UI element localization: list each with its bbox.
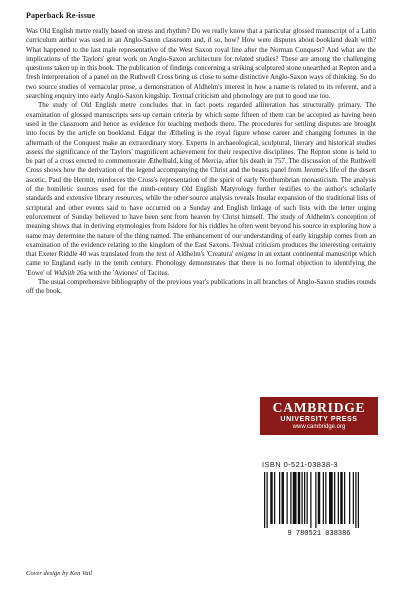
blurb-paragraph-1: Was Old English metre really based on stress and rhythm? Do we really know that a particular glossed manuscript of a Latin curriculum author was used in an Anglo-Saxon classroom and, if so, how? How were disputes about bookland dealt with? What happened to the last male representative of the West Saxon royal line after the Norman Conquest? And what are the implications of the Taylors' great work on Anglo-Saxon architecture for related studies? These are among the challenging questions taken up in this book. The publication of findings concerning a striking sculptured stone unearthed at Repton and a fresh interpretation of a panel on the Ruthwell Cross bring us close to some distinctive Anglo-Saxon ways of thinking. So do two source studies of vernacular prose, a demonstration of Aldhelm's interest in how a name is related to its referent, and a searching enquiry into early Anglo-Saxon kingship. Textual criticism and phonology are put to good use too. <box>26 27 376 101</box>
barcode-bar <box>307 472 308 524</box>
barcode-bar <box>338 472 339 524</box>
barcode-bar <box>325 472 326 524</box>
barcode-bar <box>358 472 359 528</box>
barcode-bar <box>355 472 356 528</box>
barcode-bar <box>344 472 345 524</box>
barcode-bar <box>315 472 316 528</box>
barcode-bar <box>349 472 350 524</box>
barcode-bar <box>340 472 343 524</box>
isbn-label: ISBN 0-521-03838-3 <box>262 460 338 469</box>
publisher-press: UNIVERSITY PRESS <box>280 416 358 423</box>
cambridge-logo <box>260 397 378 435</box>
barcode-icon <box>260 470 378 538</box>
blurb-paragraph-2: The study of Old English metre concludes that in fact poets regarded alliteration has structurally primary. The examination of glossed manuscripts sets up certain criteria by which some fifteen of them can be accepted as having been used in the classroom and hence as evidence for teaching methods there. The procedures for settling disputes are brought into focus by the article on bookland. Edgar the Ætheling is the royal figure whose career and changing fortunes in the aftermath of the Conquest make an extraordinary story. Experts in archaeological, sculptural, literary and historical studies assess the significance of the Taylors' magnificent achievement for their respective disciplines. The Repton stone is held to be part of a cross erected to commemorate Æthelbald, king of Mercia, after his death in 757. The discussion of the Ruthwell Cross shows how the derivation of the legend accompanying the Christ and the beasts panel from Jerome's life of the desert ascetic, Paul the Hermit, reinforces the Cross's representation of the spirit of early Northumbrian monasticism. The analysis of the homiletic sources used for the ninth-century Old English Matyrology further testifies to the author's scholarly standards and extensive library resources, while the other source analysis reveals Insular expansion of the traditional lists of scriptural and other events said to have occurred on a Sunday and English linkage of such lists with the letter urging enforcement of Sunday believed to have been sent from heaven by Christ himself. The study of Aldhelm's conception of meaning shows that in deriving etymologies from Isidore for his riddles he often went beyond his source in exploring how a name may determine the nature of the thing named. The enhancement of our understanding of early kingship comes from an examination of the evidence relating to the kingdom of the East Saxons. Textual criticism produces the interesting certainty that Exeter Riddle 40 was translated from the text of Aldhelm's 'Creatura' enigma in an extant continental manuscript which came to England early in the tenth century. Phonology demonstrates that there is no formal objection to identifying the 'Eowe' of Widsith 26a with the 'Aviones' of Tacitus. <box>26 101 376 277</box>
publisher-url: www.cambridge.org <box>292 424 346 430</box>
barcode-digits: 9 780521 038386 <box>287 530 351 538</box>
barcode-bar <box>298 472 301 524</box>
barcode-bar <box>329 472 333 524</box>
barcode-bar <box>304 472 305 524</box>
publisher-name: CAMBRIDGE <box>272 400 366 415</box>
barcode-bar <box>279 472 280 524</box>
barcode-bar <box>293 472 297 524</box>
paperback-reissue-label: Paperback Re-issue <box>26 11 96 20</box>
barcode-bar <box>270 472 273 524</box>
barcode-bar <box>318 472 321 524</box>
barcode-bar <box>323 472 324 524</box>
barcode-bar <box>334 472 335 524</box>
barcode-bar <box>267 472 268 528</box>
barcode-bar <box>290 472 291 524</box>
barcode <box>260 470 378 538</box>
barcode-bar <box>282 472 285 524</box>
barcode-bar <box>310 472 311 528</box>
blurb-text <box>26 27 376 297</box>
cover-design-credit: Cover design by Ken Vail <box>26 570 93 577</box>
barcode-bar <box>264 472 265 528</box>
barcode-bar <box>302 472 303 524</box>
barcode-bar <box>353 472 354 524</box>
barcode-bar <box>274 472 275 524</box>
blurb-paragraph-3: The usual comprehensive bibliography of the previous year's publications in all branches of Anglo-Saxon studies rounds off the book. <box>26 278 376 296</box>
barcode-bar <box>287 472 288 524</box>
